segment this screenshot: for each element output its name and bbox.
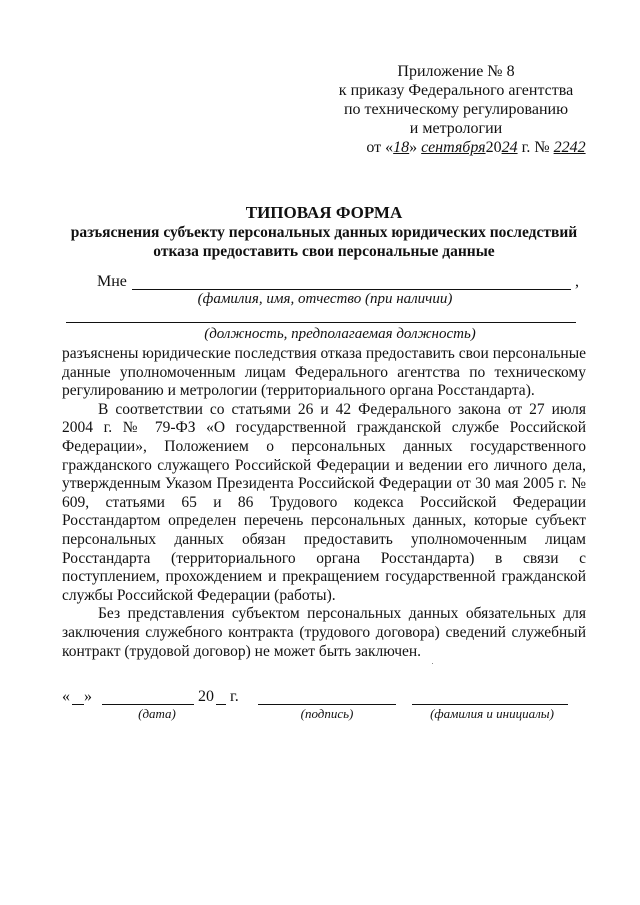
fio-row [97, 273, 583, 293]
day-blank-line[interactable] [72, 704, 84, 705]
title-subtitle-line1: разъяснения субъекту персональных данных юридических последствий [70, 224, 578, 241]
date-prefix: от « [366, 139, 394, 156]
appendix-line: по техническому регулированию [343, 101, 569, 118]
to-label: Мне [97, 273, 127, 290]
handwritten-year: 24 [501, 139, 518, 156]
year-label: 20 [198, 688, 214, 705]
appendix-header [318, 62, 594, 157]
paragraph-3: Без представления субъектом персональных данных обязательных для заключения служебного контракта (трудового договора) сведений служебный контракт (трудовой договор) не может быть заключен. [62, 605, 586, 660]
fio-blank-line[interactable] [132, 289, 571, 290]
title-subtitle-line2: отказа предоставить свои персональные данные [153, 242, 495, 260]
handwritten-order-number: 2242 [553, 139, 586, 156]
position-blank-line[interactable] [66, 322, 576, 323]
paragraph-2: В соответствии со статьями 26 и 42 Федерального закона от 27 июля 2004 г. № 79-ФЗ «О государственной гражданской службе Российской Федерации», Положением о персональных данных государственного гражданского служащего Российской Федерации и ведении его личного дела, утвержденным Указом Президента Российской Федерации от 30 мая 2005 г. № 609, статьями 65 и 86 Трудового кодекса Российской Федерации Росстандартом определен перечень персональных данных, которые субъект персональных данных обязан предоставить уполномоченным лицам Росстандарта (территориального органа Росстандарта) в связи с поступлением, прохождением и прекращением государственной гражданской службы Российской Федерации (работы). [62, 400, 586, 604]
name-caption: (фамилия и инициалы) [430, 706, 554, 721]
year-blank-line[interactable] [216, 704, 226, 705]
year-suffix-label: г. [230, 688, 239, 705]
title-main: ТИПОВАЯ ФОРМА [245, 203, 403, 222]
name-blank-line[interactable] [412, 704, 568, 705]
signature-blank-line[interactable] [258, 704, 396, 705]
appendix-line: к приказу Федерального агентства [338, 82, 574, 99]
position-caption: (должность, предполагаемая должность) [204, 326, 476, 342]
quote-close: » [84, 688, 92, 705]
year-prefix: 20 [485, 139, 502, 156]
appendix-line: и метрологии [409, 120, 503, 137]
date-caption: (дата) [138, 706, 176, 721]
fio-caption: (фамилия, имя, отчество (при наличии) [197, 291, 453, 307]
paragraph-1: разъяснены юридические последствия отказа предоставить свои персональные данные уполномоченным лицам Федерального агентства по техническому регулированию и метрологии (территориального органа Росстандарта). [62, 345, 586, 400]
fio-comma: , [575, 273, 579, 290]
body-text [62, 345, 586, 661]
signature-caption: (подпись) [300, 706, 354, 721]
handwritten-day: 18 [393, 139, 410, 156]
month-blank-line[interactable] [102, 704, 194, 705]
appendix-line: Приложение № 8 [397, 63, 515, 80]
year-suffix: г. № [517, 139, 554, 156]
handwritten-month: сентября [421, 139, 486, 156]
signature-row [62, 688, 586, 724]
form-title [60, 202, 588, 261]
scan-speck [432, 663, 433, 664]
order-date-line [318, 138, 594, 157]
date-mid: » [409, 139, 422, 156]
quote-open: « [62, 688, 70, 705]
